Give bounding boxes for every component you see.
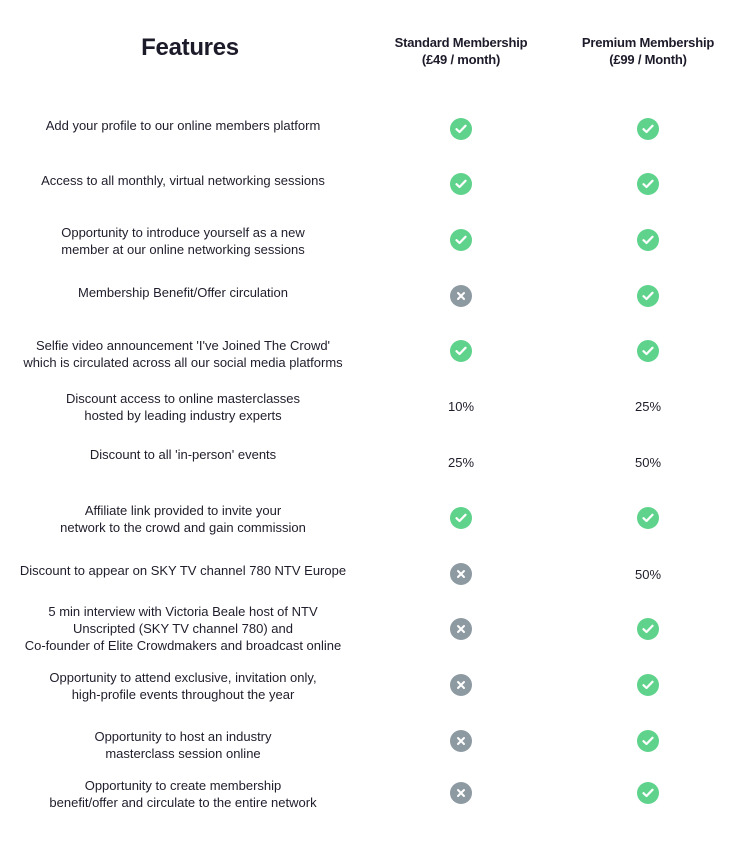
feature-label	[8, 728, 358, 762]
feature-label-line: masterclass session online	[105, 746, 261, 761]
feature-label-line: Co-founder of Elite Crowdmakers and broadcast online	[24, 638, 342, 653]
feature-label-line: Add your profile to our online members platform	[45, 118, 321, 133]
feature-label-line: hosted by leading industry experts	[84, 408, 282, 423]
premium-plan-name: Premium Membership	[581, 35, 715, 50]
feature-label-line: Opportunity to create membership	[84, 778, 282, 793]
standard-plan-name: Standard Membership	[394, 35, 528, 50]
standard-cell	[441, 562, 481, 586]
premium-discount-value: 50%	[634, 454, 662, 470]
feature-label	[8, 284, 358, 301]
cross-icon	[450, 285, 472, 307]
standard-cell	[441, 117, 481, 141]
standard-discount-value: 10%	[447, 398, 475, 414]
feature-label	[8, 117, 358, 134]
standard-cell	[441, 781, 481, 805]
cross-icon	[450, 618, 472, 640]
check-icon	[450, 507, 472, 529]
feature-label	[8, 390, 358, 424]
standard-plan-price: (£49 / month)	[421, 52, 501, 67]
check-icon	[450, 229, 472, 251]
check-icon	[450, 118, 472, 140]
feature-label-line: Access to all monthly, virtual networking sessions	[41, 173, 325, 188]
check-icon	[637, 340, 659, 362]
standard-cell	[441, 729, 481, 753]
premium-cell	[628, 339, 668, 363]
premium-discount-value: 50%	[634, 566, 662, 582]
premium-plan-price: (£99 / Month)	[609, 52, 687, 67]
check-icon	[637, 118, 659, 140]
feature-label	[8, 337, 358, 371]
cross-icon	[450, 563, 472, 585]
feature-label	[8, 562, 358, 579]
premium-cell	[628, 172, 668, 196]
standard-cell	[441, 284, 481, 308]
feature-label-line: high-profile events throughout the year	[71, 687, 295, 702]
premium-cell	[628, 506, 668, 530]
premium-cell	[628, 673, 668, 697]
premium-cell	[628, 617, 668, 641]
feature-label-line: Selfie video announcement 'I've Joined The Crowd'	[35, 338, 331, 353]
standard-cell	[441, 228, 481, 252]
cross-icon	[450, 730, 472, 752]
check-icon	[637, 173, 659, 195]
premium-cell	[628, 117, 668, 141]
feature-label-line: network to the crowd and gain commission	[60, 520, 306, 535]
standard-cell	[441, 506, 481, 530]
feature-label-line: Discount access to online masterclasses	[65, 391, 301, 406]
check-icon	[637, 507, 659, 529]
standard-cell	[441, 673, 481, 697]
feature-label-line: Opportunity to attend exclusive, invitation only,	[49, 670, 317, 685]
feature-label-line: Membership Benefit/Offer circulation	[77, 285, 289, 300]
feature-label-line: Unscripted (SKY TV channel 780) and	[73, 621, 293, 636]
standard-discount-value: 25%	[447, 454, 475, 470]
premium-cell	[628, 729, 668, 753]
page-title: Features	[141, 34, 239, 61]
premium-cell	[628, 228, 668, 252]
feature-label	[8, 603, 358, 654]
feature-label-line: member at our online networking sessions	[61, 242, 305, 257]
cross-icon	[450, 782, 472, 804]
check-icon	[637, 285, 659, 307]
cross-icon	[450, 674, 472, 696]
check-icon	[637, 229, 659, 251]
feature-label	[8, 172, 358, 189]
premium-cell	[628, 781, 668, 805]
feature-label-line: Affiliate link provided to invite your	[84, 503, 282, 518]
feature-label-line: Discount to appear on SKY TV channel 780 NTV Europe	[19, 563, 347, 578]
check-icon	[637, 730, 659, 752]
feature-label-line: which is circulated across all our social media platforms	[23, 355, 343, 370]
check-icon	[637, 782, 659, 804]
check-icon	[450, 340, 472, 362]
feature-label	[8, 502, 358, 536]
feature-label	[8, 224, 358, 258]
premium-cell	[628, 284, 668, 308]
check-icon	[450, 173, 472, 195]
standard-cell	[441, 617, 481, 641]
feature-label-line: 5 min interview with Victoria Beale host of NTV	[48, 604, 318, 619]
feature-label	[8, 669, 358, 703]
standard-cell	[441, 172, 481, 196]
standard-cell	[441, 339, 481, 363]
feature-label-line: Discount to all 'in-person' events	[89, 447, 277, 462]
feature-label-line: Opportunity to introduce yourself as a new	[61, 225, 305, 240]
feature-label	[8, 777, 358, 811]
feature-label-line: Opportunity to host an industry	[94, 729, 272, 744]
premium-discount-value: 25%	[634, 398, 662, 414]
feature-label-line: benefit/offer and circulate to the entire network	[49, 795, 317, 810]
check-icon	[637, 618, 659, 640]
check-icon	[637, 674, 659, 696]
feature-label	[8, 446, 358, 463]
